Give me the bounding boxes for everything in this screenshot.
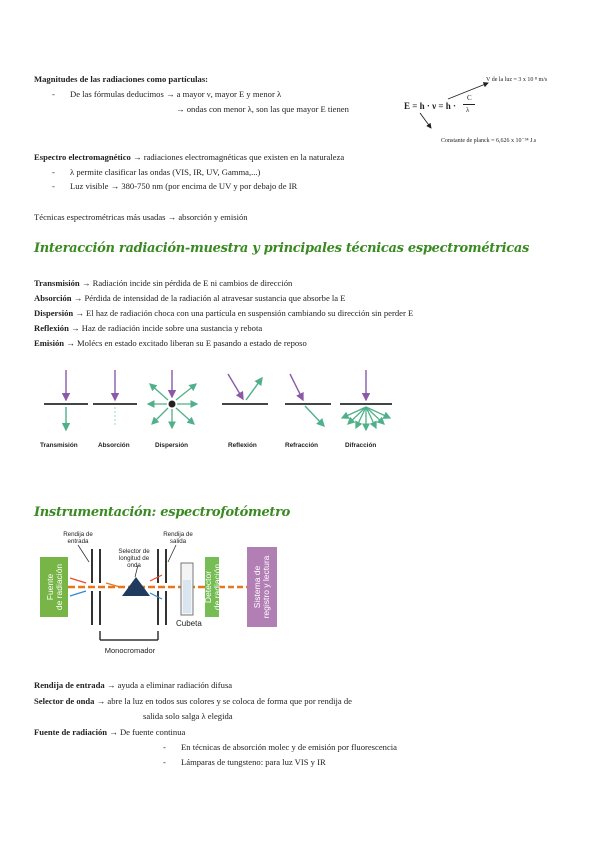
detector-text: Detectorde radiación bbox=[203, 563, 222, 611]
planck-constant-note: Constante de planck = 6,626 x 10⁻³⁴ J.s bbox=[441, 138, 537, 144]
diagram-label-refraccion: Refracción bbox=[285, 442, 319, 449]
espectro-bullet-2: Luz visible → 380-750 nm (por encima de UV y por debajo de IR bbox=[70, 181, 298, 191]
fuente-bullet-2: Lámparas de tungsteno: para luz VIS y IR bbox=[181, 757, 326, 767]
rendija-line bbox=[34, 680, 232, 691]
selector-desc: → abre la luz en todos sus colores y se coloca de forma que por rendija de bbox=[96, 696, 352, 706]
selector-term: Selector de onda bbox=[34, 696, 95, 706]
selector-line bbox=[34, 696, 352, 707]
espectro-suffix: → radiaciones electromagnéticas que existen en la naturaleza bbox=[132, 152, 345, 162]
diagram-label-dispersion: Dispersión bbox=[155, 442, 189, 449]
fuente-line bbox=[34, 727, 185, 738]
term: Absorción bbox=[34, 293, 72, 303]
diagram-label-transmision: Transmisión bbox=[40, 442, 78, 449]
term: Transmisión bbox=[34, 278, 80, 288]
sistema-text: Sistema deregistro y lectura bbox=[252, 555, 271, 619]
magnitudes-title: Magnitudes de las radiaciones como partículas: bbox=[34, 74, 209, 84]
term: Dispersión bbox=[34, 308, 74, 318]
label-selector: Selector de longitud de onda bbox=[118, 548, 150, 569]
term: Emisión bbox=[34, 338, 65, 348]
techniques-text: Técnicas espectrométricas más usadas → absorción y emisión bbox=[34, 212, 248, 222]
espectro-bullet-1: λ permite clasificar las ondas (VIS, IR, UV, Gamma,...) bbox=[70, 167, 261, 177]
desc: → Radiación incide sin pérdida de E ni cambios de dirección bbox=[81, 278, 293, 288]
label-monocromador: Monocromador bbox=[104, 646, 156, 655]
diagram-label-absorcion: Absorción bbox=[98, 442, 130, 449]
fuente-term: Fuente de radiación bbox=[34, 727, 108, 737]
diagram-label-difraccion: Difracción bbox=[345, 442, 377, 449]
desc: → Haz de radiación incide sobre una sustancia y rebota bbox=[71, 323, 263, 333]
formula-denominator: λ bbox=[466, 106, 470, 114]
instrumentation-heading: Instrumentación: espectrofotómetro bbox=[34, 505, 291, 520]
selector-cont: salida solo salga λ elegida bbox=[143, 711, 233, 721]
rendija-term: Rendija de entrada bbox=[34, 680, 105, 690]
espectro-title: Espectro electromagnético bbox=[34, 152, 131, 162]
bullet-dash: - bbox=[52, 181, 55, 191]
label-rendija-entrada: Rendija de entrada bbox=[63, 531, 93, 545]
bullet-dash: - bbox=[52, 89, 55, 99]
label-cubeta: Cubeta bbox=[176, 619, 202, 628]
interaction-heading: Interacción radiación-muestra y principales técnicas espectrométricas bbox=[34, 241, 529, 256]
fuente-desc: → De fuente continua bbox=[109, 727, 186, 737]
magnitudes-bullet-cont: → ondas con menor λ, son las que mayor E tienen bbox=[176, 104, 349, 114]
rendija-desc: → ayuda a eliminar radiación difusa bbox=[106, 680, 233, 690]
energy-formula: E = h · ν = h · bbox=[404, 101, 457, 111]
fuente-bullet-1: En técnicas de absorción molec y de emisión por fluorescencia bbox=[181, 742, 397, 752]
desc: → Pérdida de intensidad de la radiación al atravesar sustancia que absorbe la E bbox=[73, 293, 346, 303]
label-rendija-salida: Rendija de salida bbox=[163, 531, 193, 545]
bullet-dash: - bbox=[163, 742, 166, 752]
term: Reflexión bbox=[34, 323, 69, 333]
fuente-text: Fuentede radiación bbox=[45, 563, 64, 611]
desc: → El haz de radiación choca con una partícula en suspensión cambiando su dirección sin perder E bbox=[75, 308, 414, 318]
bullet-dash: - bbox=[163, 757, 166, 767]
diagram-label-reflexion: Reflexión bbox=[228, 442, 257, 449]
desc: → Molécs en estado excitado liberan su E pasando a estado de reposo bbox=[66, 338, 307, 348]
speed-of-light-note: V de la luz = 3 x 10 ⁸ m/s bbox=[486, 77, 548, 83]
formula-numerator: C bbox=[467, 94, 472, 102]
prism bbox=[122, 577, 150, 596]
magnitudes-bullet: De las fórmulas deducimos → a mayor ν, mayor E y menor λ bbox=[70, 89, 282, 99]
bullet-dash: - bbox=[52, 167, 55, 177]
